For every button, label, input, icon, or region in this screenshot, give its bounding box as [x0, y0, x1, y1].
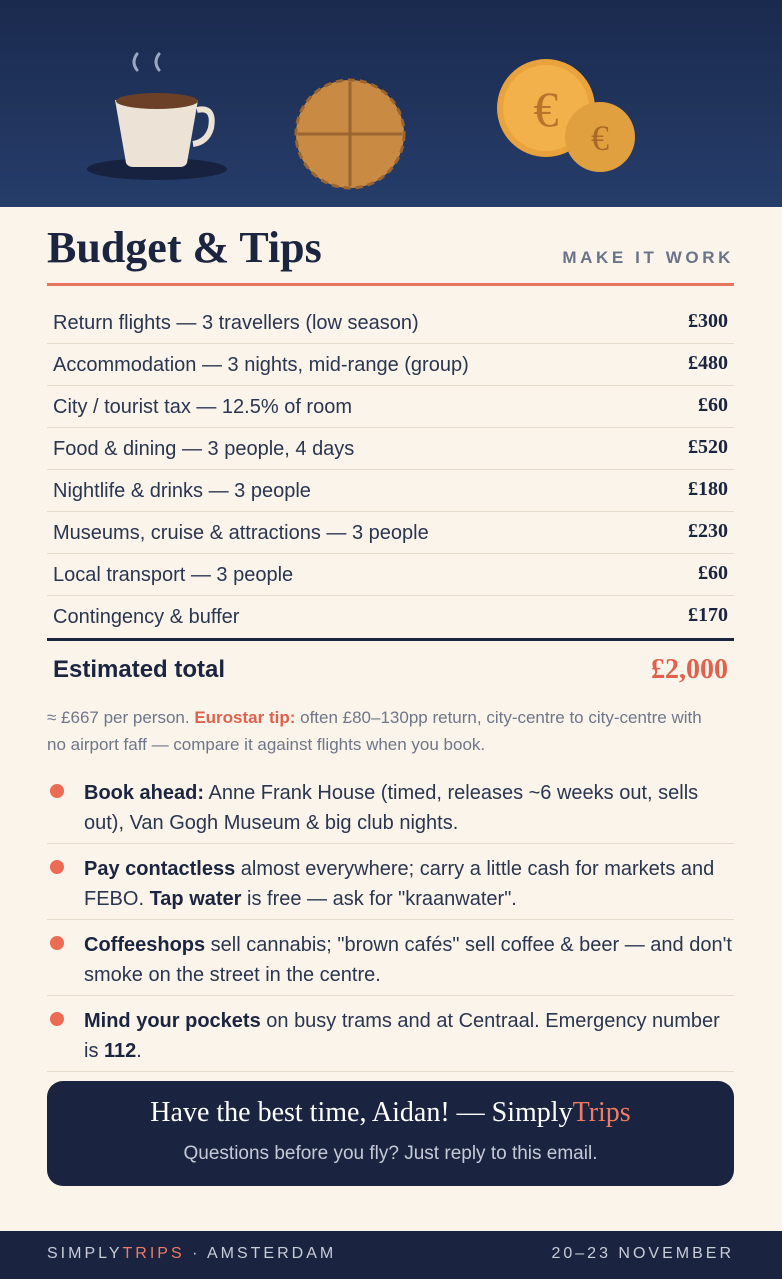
budget-row-label: Museums, cruise & attractions — 3 people	[53, 522, 429, 544]
budget-row	[47, 554, 734, 596]
budget-row-amount: £60	[698, 562, 728, 584]
footer-bar	[0, 1231, 782, 1279]
header-divider	[47, 283, 734, 286]
budget-row	[47, 302, 734, 344]
tip-text: on busy trams and at Centraal. Emergency number is	[84, 1010, 720, 1062]
budget-row-label: Nightlife & drinks — 3 people	[53, 480, 311, 502]
budget-row-label: Local transport — 3 people	[53, 564, 294, 586]
footer-dates: 20–23 NOVEMBER	[551, 1245, 734, 1262]
note-prefix: ≈ £667 per person.	[47, 708, 195, 727]
budget-row	[47, 344, 734, 386]
greeting-text: Have the best time, Aidan! — Simply	[150, 1097, 573, 1128]
budget-row-label: City / tourist tax — 12.5% of room	[53, 396, 352, 418]
tip-item	[47, 920, 734, 996]
eurostar-tip-label: Eurostar tip:	[194, 708, 296, 727]
tip-text: is free — ask for "kraanwater".	[241, 888, 517, 910]
budget-row-label: Food & dining — 3 people, 4 days	[53, 438, 355, 460]
budget-row-amount: £480	[688, 352, 728, 374]
budget-row-amount: £520	[688, 436, 728, 458]
budget-row	[47, 428, 734, 470]
tip-item	[47, 768, 734, 844]
signoff-card	[47, 1081, 734, 1186]
budget-row	[47, 596, 734, 637]
signoff-greeting	[47, 1097, 734, 1129]
budget-row-label: Contingency & buffer	[53, 606, 240, 628]
coffee-cup-icon	[87, 54, 227, 180]
tips-list	[47, 768, 734, 1072]
budget-row-amount: £230	[688, 520, 728, 542]
bullet-dot-icon	[50, 784, 64, 798]
euro-symbol-large: €	[533, 81, 559, 137]
budget-row-amount: £60	[698, 394, 728, 416]
footer-brand-trips: TRIPS	[122, 1245, 185, 1262]
tip-emphasis: Mind your pockets	[84, 1010, 261, 1032]
bullet-dot-icon	[50, 936, 64, 950]
page-title: Budget & Tips	[47, 223, 322, 272]
total-amount: £2,000	[651, 654, 728, 685]
tip-item	[47, 996, 734, 1072]
per-person-note	[47, 704, 707, 758]
section-kicker: MAKE IT WORK	[562, 248, 734, 267]
tip-emphasis: Coffeeshops	[84, 934, 206, 956]
hero-banner	[0, 0, 782, 207]
budget-row-label: Accommodation — 3 nights, mid-range (group)	[53, 354, 469, 376]
tip-text: .	[136, 1040, 142, 1062]
footer-brand-simply: SIMPLY	[47, 1245, 123, 1262]
tip-text: almost everywhere; carry a little cash for markets and FEBO.	[84, 858, 715, 910]
bullet-dot-icon	[50, 1012, 64, 1026]
section-header	[47, 222, 734, 284]
budget-row-label: Return flights — 3 travellers (low season)	[53, 312, 419, 334]
budget-row-amount: £180	[688, 478, 728, 500]
budget-row-amount: £300	[688, 310, 728, 332]
tip-text: Anne Frank House (timed, releases ~6 weeks out, sells out), Van Gogh Museum & big club nights.	[84, 782, 699, 834]
budget-row	[47, 386, 734, 428]
total-label: Estimated total	[53, 656, 226, 683]
tip-emphasis: Pay contactless	[84, 858, 236, 880]
signoff-subtext: Questions before you fly? Just reply to this email.	[183, 1143, 598, 1164]
tip-text: sell cannabis; "brown cafés" sell coffee & beer — and don't smoke on the street in the centre.	[84, 934, 732, 986]
tip-emphasis: 112	[104, 1040, 137, 1062]
tip-item	[47, 844, 734, 920]
footer-location: · AMSTERDAM	[184, 1245, 337, 1262]
euro-symbol-small: €	[591, 118, 609, 158]
budget-row	[47, 512, 734, 554]
tip-emphasis: Tap water	[149, 888, 242, 910]
budget-row-amount: £170	[688, 604, 728, 626]
total-divider	[47, 638, 734, 641]
budget-row	[47, 470, 734, 512]
euro-coins-icon	[497, 59, 635, 172]
eurostar-tip-text: often £80–130pp return, city-centre to city-centre with no airport faff — compare it against flights when you book.	[47, 708, 702, 754]
stroopwafel-icon	[296, 80, 404, 188]
bullet-dot-icon	[50, 860, 64, 874]
footer-brand	[47, 1245, 336, 1263]
budget-table	[47, 302, 734, 637]
greeting-brand-accent: Trips	[572, 1097, 631, 1128]
tip-emphasis: Book ahead:	[84, 782, 205, 804]
